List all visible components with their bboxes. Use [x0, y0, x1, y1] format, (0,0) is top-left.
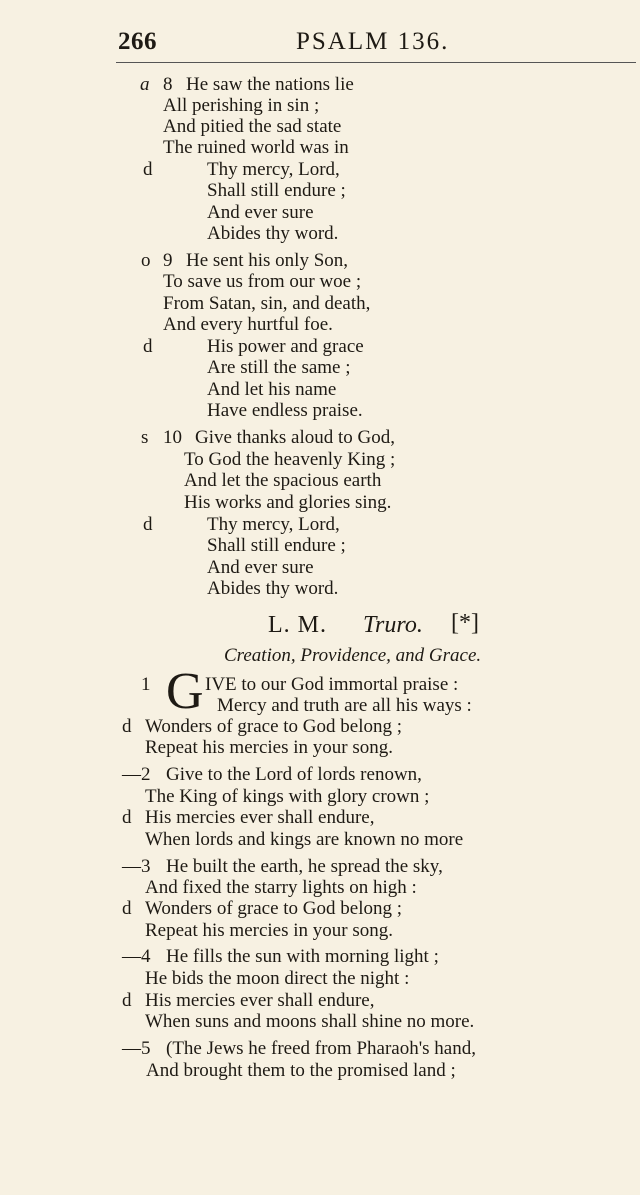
stanza-number: —4 — [122, 946, 151, 967]
dynamic-mark: d — [143, 336, 153, 357]
verse-line: And brought them to the promised land ; — [146, 1060, 456, 1081]
chorus-line: Shall still endure ; — [207, 180, 346, 201]
verse-line: He built the earth, he spread the sky, — [166, 856, 443, 877]
dynamic-mark: d — [122, 716, 132, 737]
stanza-number: 1 — [141, 674, 151, 695]
verse-line: IVE to our God immortal praise : — [205, 674, 459, 695]
verse-line: To save us from our woe ; — [163, 271, 362, 292]
verse-line: (The Jews he freed from Pharaoh's hand, — [166, 1038, 476, 1059]
page-number: 266 — [118, 28, 157, 55]
reference-mark: [*] — [451, 610, 479, 636]
verse-line: He fills the sun with morning light ; — [166, 946, 439, 967]
verse-line: Repeat his mercies in your song. — [145, 737, 394, 758]
chorus-line: Have endless praise. — [207, 400, 363, 421]
chorus-line: His power and grace — [207, 336, 364, 357]
chorus-line: And ever sure — [207, 557, 314, 578]
verse-line: His mercies ever shall endure, — [145, 990, 375, 1011]
verse-line: Mercy and truth are all his ways : — [217, 695, 472, 716]
chorus-line: And ever sure — [207, 202, 314, 223]
verse-line: And every hurtful foe. — [163, 314, 333, 335]
chorus-line: Are still the same ; — [207, 357, 351, 378]
chorus-line: And let his name — [207, 379, 337, 400]
verse-line: All perishing in sin ; — [163, 95, 320, 116]
stanza-number: —2 — [122, 764, 151, 785]
verse-line: His works and glories sing. — [184, 492, 392, 513]
verse-line: Wonders of grace to God belong ; — [145, 716, 403, 737]
dynamic-mark: a — [140, 74, 150, 95]
verse-line: To God the heavenly King ; — [184, 449, 396, 470]
header-rule — [116, 62, 636, 63]
dynamic-mark: s — [141, 427, 149, 448]
verse-line: And pitied the sad state — [163, 116, 342, 137]
tune-name: Truro. — [363, 612, 423, 638]
verse-line: He sent his only Son, — [186, 250, 349, 271]
dynamic-mark: d — [143, 159, 153, 180]
stanza-number: 8 — [163, 74, 173, 95]
verse-line: From Satan, sin, and death, — [163, 293, 371, 314]
hymn-subtitle: Creation, Providence, and Grace. — [224, 645, 482, 666]
chorus-line: Thy mercy, Lord, — [207, 159, 340, 180]
drop-cap: G — [166, 663, 204, 720]
dynamic-mark: d — [122, 990, 132, 1011]
dynamic-mark: d — [143, 514, 153, 535]
chorus-line: Abides thy word. — [207, 223, 339, 244]
verse-line: When suns and moons shall shine no more. — [145, 1011, 475, 1032]
chorus-line: Thy mercy, Lord, — [207, 514, 340, 535]
verse-line: Repeat his mercies in your song. — [145, 920, 394, 941]
verse-line: And fixed the starry lights on high : — [145, 877, 417, 898]
verse-line: When lords and kings are known no more — [145, 829, 464, 850]
verse-line: And let the spacious earth — [184, 470, 382, 491]
dynamic-mark: d — [122, 898, 132, 919]
verse-line: Give thanks aloud to God, — [195, 427, 396, 448]
dynamic-mark: d — [122, 807, 132, 828]
verse-line: His mercies ever shall endure, — [145, 807, 375, 828]
stanza-number: —3 — [122, 856, 151, 877]
chorus-line: Abides thy word. — [207, 578, 339, 599]
stanza-number: —5 — [122, 1038, 151, 1059]
verse-line: He saw the nations lie — [186, 74, 354, 95]
verse-line: Give to the Lord of lords renown, — [166, 764, 422, 785]
verse-line: The ruined world was in — [163, 137, 349, 158]
verse-line: The King of kings with glory crown ; — [145, 786, 430, 807]
chorus-line: Shall still endure ; — [207, 535, 346, 556]
dynamic-mark: o — [141, 250, 151, 271]
meter-label: L. M. — [268, 612, 327, 638]
verse-line: Wonders of grace to God belong ; — [145, 898, 403, 919]
stanza-number: 10 — [163, 427, 182, 448]
verse-line: He bids the moon direct the night : — [145, 968, 410, 989]
stanza-number: 9 — [163, 250, 173, 271]
running-title: PSALM 136. — [296, 28, 450, 55]
